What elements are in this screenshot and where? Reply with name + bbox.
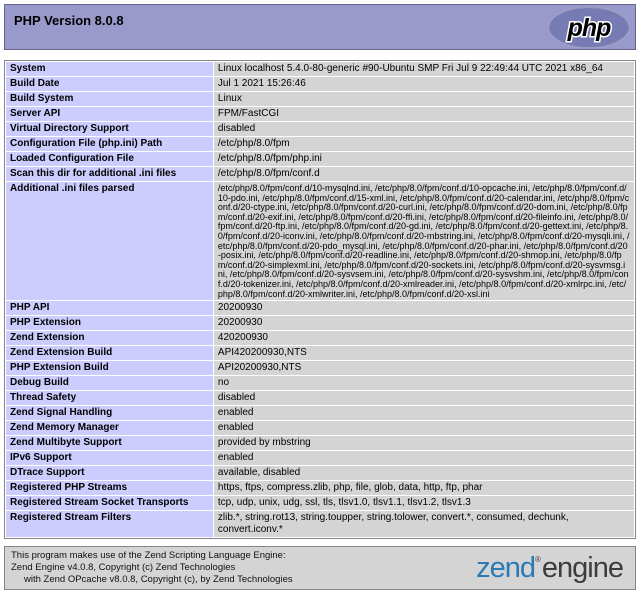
info-row [6,466,634,480]
info-row-label: Server API [6,107,213,121]
info-row [6,481,634,495]
info-row-label: Build System [6,92,213,106]
info-row-label: PHP Extension [6,316,213,330]
engine-wordmark: engine [541,551,623,584]
info-row-value: disabled [214,122,634,136]
info-row-value: provided by mbstring [214,436,634,450]
info-row [6,122,634,136]
info-row [6,137,634,151]
info-row-value: /etc/php/8.0/fpm/conf.d [214,167,634,181]
info-row-label: Zend Extension Build [6,346,213,360]
info-row-label: Zend Signal Handling [6,406,213,420]
info-row [6,167,634,181]
info-row-value: API20200930,NTS [214,361,634,375]
registered-trademark-icon: ® [535,554,541,564]
info-row [6,496,634,510]
info-row [6,406,634,420]
php-logo-text: php [567,14,611,42]
info-table-body [6,62,634,537]
info-row-label: Virtual Directory Support [6,122,213,136]
info-row [6,77,634,91]
info-row-value: 420200930 [214,331,634,345]
info-row-value: /etc/php/8.0/fpm/php.ini [214,152,634,166]
info-row-value: tcp, udp, unix, udg, ssl, tls, tlsv1.0, tlsv1.1, tlsv1.2, tlsv1.3 [214,496,634,510]
info-row-label: Registered Stream Socket Transports [6,496,213,510]
info-row-value: enabled [214,421,634,435]
info-row-label: Thread Safety [6,391,213,405]
info-row [6,436,634,450]
info-row-label: Build Date [6,77,213,91]
info-row [6,511,634,537]
info-row [6,92,634,106]
info-row-value: https, ftps, compress.zlib, php, file, glob, data, http, ftp, phar [214,481,634,495]
info-row-label: Registered PHP Streams [6,481,213,495]
info-row [6,182,634,300]
info-row-value: Linux localhost 5.4.0-80-generic #90-Ubuntu SMP Fri Jul 9 22:49:44 UTC 2021 x86_64 [214,62,634,76]
info-row-label: Loaded Configuration File [6,152,213,166]
php-info-table [4,60,636,539]
zend-credits [4,546,636,590]
info-row [6,391,634,405]
info-row-value: API420200930,NTS [214,346,634,360]
info-row-value: disabled [214,391,634,405]
info-row-label: IPv6 Support [6,451,213,465]
info-row-label: Registered Stream Filters [6,511,213,537]
info-row [6,346,634,360]
info-row [6,301,634,315]
info-row-value: 20200930 [214,301,634,315]
info-row-label: Zend Memory Manager [6,421,213,435]
info-row-label: Configuration File (php.ini) Path [6,137,213,151]
info-row-value: Linux [214,92,634,106]
info-row-label: DTrace Support [6,466,213,480]
info-row-value: enabled [214,406,634,420]
info-row [6,152,634,166]
info-row-label: Debug Build [6,376,213,390]
credits-line: Zend Engine v4.0.8, Copyright (c) Zend Technologies [11,562,236,574]
info-row-label: PHP Extension Build [6,361,213,375]
info-row [6,451,634,465]
info-row-value: available, disabled [214,466,634,480]
info-row-label: Zend Extension [6,331,213,345]
info-row [6,361,634,375]
info-row-label: Additional .ini files parsed [6,182,213,300]
info-row-value: zlib.*, string.rot13, string.toupper, string.tolower, convert.*, consumed, dechunk, convert.iconv.* [214,511,634,537]
info-row [6,316,634,330]
info-row-value: Jul 1 2021 15:26:46 [214,77,634,91]
zend-engine-logo [476,551,627,584]
info-row-label: Zend Multibyte Support [6,436,213,450]
info-row-label: PHP API [6,301,213,315]
info-row-value: /etc/php/8.0/fpm [214,137,634,151]
info-row-value: /etc/php/8.0/fpm/conf.d/10-mysqlnd.ini, /etc/php/8.0/fpm/conf.d/10-opcache.ini, /etc/php/8.0/fpm/conf.d/10-pdo.ini, /etc/php/8.0/fpm/conf.d/15-xml.ini, /etc/php/8.0/fpm/conf.d/20-calendar.ini, /etc/php/8.0/fpm/conf.d/20-ctype.ini, /etc/php/8.0/fpm/conf.d/20-curl.ini, /etc/php/8.0/fpm/conf.d/20-dom.ini, /etc/php/8.0/fpm/conf.d/20-exif.ini, /etc/php/8.0/fpm/conf.d/20-ffi.ini, /etc/php/8.0/fpm/conf.d/20-fileinfo.ini, /etc/php/8.0/fpm/conf.d/20-ftp.ini, /etc/php/8.0/fpm/conf.d/20-gd.ini, /etc/php/8.0/fpm/conf.d/20-gettext.ini, /etc/php/8.0/fpm/conf.d/20-iconv.ini, /etc/php/8.0/fpm/conf.d/20-mbstring.ini, /etc/php/8.0/fpm/conf.d/20-mysqli.ini, /etc/php/8.0/fpm/conf.d/20-pdo_mysql.ini, /etc/php/8.0/fpm/conf.d/20-phar.ini, /etc/php/8.0/fpm/conf.d/20-posix.ini, /etc/php/8.0/fpm/conf.d/20-readline.ini, /etc/php/8.0/fpm/conf.d/20-shmop.ini, /etc/php/8.0/fpm/conf.d/20-simplexml.ini, /etc/php/8.0/fpm/conf.d/20-sockets.ini, /etc/php/8.0/fpm/conf.d/20-sysvmsg.ini, /etc/php/8.0/fpm/conf.d/20-sysvsem.ini, /etc/php/8.0/fpm/conf.d/20-sysvshm.ini, /etc/php/8.0/fpm/conf.d/20-tokenizer.ini, /etc/php/8.0/fpm/conf.d/20-xmlreader.ini, /etc/php/8.0/fpm/conf.d/20-xmlrpc.ini, /etc/php/8.0/fpm/conf.d/20-xmlwriter.ini, /etc/php/8.0/fpm/conf.d/20-xsl.ini [214,182,634,300]
info-row [6,376,634,390]
info-row [6,107,634,121]
info-row-value: no [214,376,634,390]
info-row-value: enabled [214,451,634,465]
info-row-label: System [6,62,213,76]
credits-text [11,550,293,586]
info-row [6,62,634,76]
info-row-label: Scan this dir for additional .ini files [6,167,213,181]
credits-line: This program makes use of the Zend Scripting Language Engine: [11,550,286,562]
info-row [6,331,634,345]
credits-line: with Zend OPcache v8.0.8, Copyright (c), by Zend Technologies [24,574,293,586]
info-row-value: FPM/FastCGI [214,107,634,121]
info-row-value: 20200930 [214,316,634,330]
info-row [6,421,634,435]
php-version-header [4,4,636,50]
zend-wordmark: zend [476,551,535,584]
php-logo-icon [545,6,633,49]
page-title: PHP Version 8.0.8 [14,13,124,28]
